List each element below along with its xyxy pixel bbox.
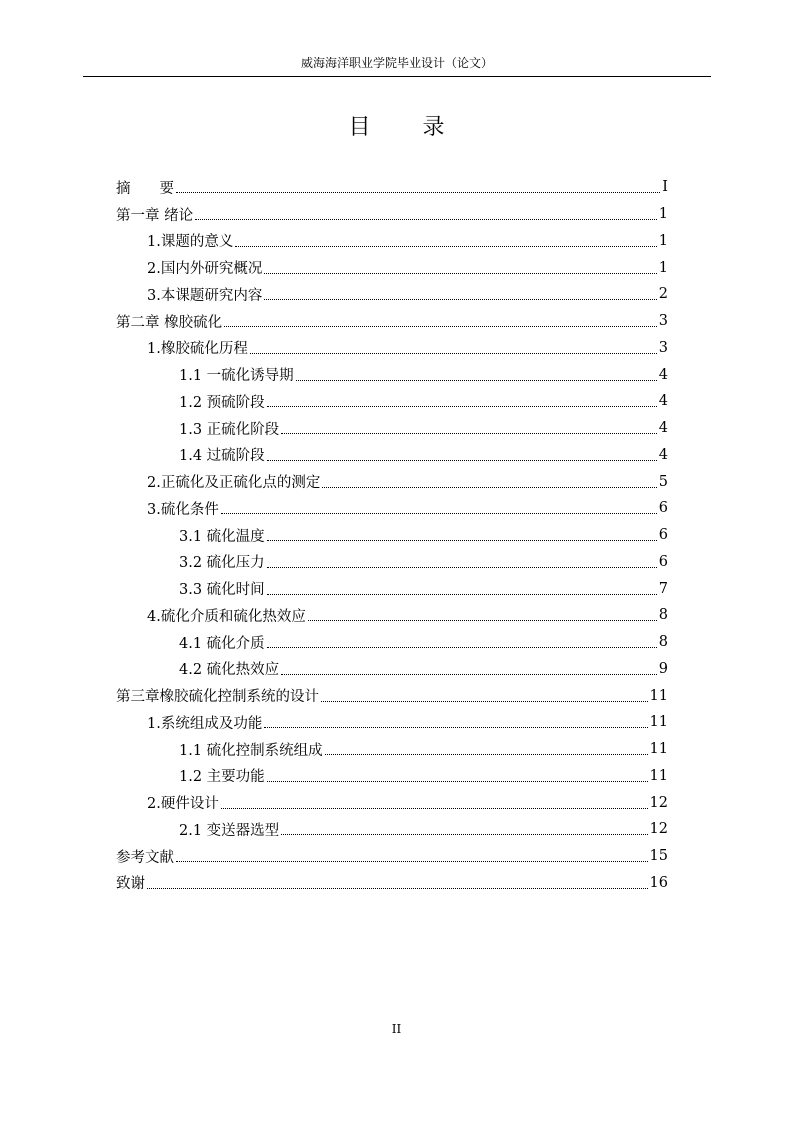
toc-entry-page: 9 — [658, 660, 668, 677]
toc-entry-label: 2.硬件设计 — [147, 796, 219, 813]
toc-entry[interactable] — [116, 361, 668, 388]
toc-entry-page: 7 — [658, 580, 668, 597]
toc-entry[interactable] — [116, 415, 668, 442]
page-header: 威海海洋职业学院毕业设计（论文） — [300, 56, 493, 70]
toc-entry-label: 1.1 硫化控制系统组成 — [179, 742, 323, 759]
toc-leader-dots — [267, 459, 657, 461]
toc-leader-dots — [281, 833, 647, 835]
toc-entry-label: 3.本课题研究内容 — [147, 287, 263, 304]
toc-entry[interactable] — [116, 736, 668, 763]
toc-leader-dots — [224, 325, 657, 327]
toc-title-char-2: 录 — [422, 115, 445, 140]
toc-entry-label: 致谢 — [116, 876, 145, 893]
toc-entry-label: 摘 要 — [116, 180, 174, 197]
toc-entry[interactable] — [116, 174, 668, 201]
toc-entry[interactable] — [116, 442, 668, 469]
toc-entry-page: 6 — [658, 553, 668, 570]
toc-entry-label: 2.正硫化及正硫化点的测定 — [147, 475, 321, 492]
toc-entry-page: 6 — [658, 500, 668, 517]
toc-entry-page: 11 — [649, 687, 668, 704]
toc-leader-dots — [176, 191, 660, 193]
toc-entry[interactable] — [116, 602, 668, 629]
toc-leader-dots — [267, 646, 657, 648]
toc-entry-page: 4 — [658, 446, 668, 463]
toc-entry[interactable] — [116, 522, 668, 549]
toc-entry-label: 1.课题的意义 — [147, 234, 234, 251]
toc-entry[interactable] — [116, 495, 668, 522]
toc-entry[interactable] — [116, 575, 668, 602]
toc-entry[interactable] — [116, 709, 668, 736]
toc-entry-label: 1.系统组成及功能 — [147, 715, 263, 732]
toc-leader-dots — [308, 619, 657, 621]
toc-leader-dots — [221, 512, 657, 514]
toc-entry-label: 第一章 绪论 — [116, 207, 194, 224]
toc-entry-page: 16 — [649, 874, 668, 891]
toc-entry-label: 1.1 一硫化诱导期 — [179, 368, 294, 385]
toc-leader-dots — [264, 726, 647, 728]
toc-entry-page: 8 — [658, 634, 668, 651]
toc-entry-label: 1.橡胶硫化历程 — [147, 341, 248, 358]
toc-entry[interactable] — [116, 763, 668, 790]
toc-leader-dots — [264, 298, 656, 300]
toc-entry-page: I — [662, 179, 668, 196]
toc-entry[interactable] — [116, 335, 668, 362]
toc-entry[interactable] — [116, 228, 668, 255]
toc-entry-label: 2.1 变送器选型 — [179, 822, 280, 839]
toc-leader-dots — [325, 753, 648, 755]
toc-leader-dots — [264, 272, 656, 274]
toc-entry-label: 第二章 橡胶硫化 — [116, 314, 223, 331]
toc-leader-dots — [281, 432, 657, 434]
toc-entry-page: 6 — [658, 527, 668, 544]
toc-entry[interactable] — [116, 308, 668, 335]
toc-entry-label: 3.2 硫化压力 — [179, 555, 265, 572]
toc-entry-label: 1.4 过硫阶段 — [179, 448, 265, 465]
header-rule — [83, 76, 711, 77]
toc-entry-page: 8 — [658, 607, 668, 624]
toc-entry-page: 1 — [658, 232, 668, 249]
toc-entry-label: 4.1 硫化介质 — [179, 635, 265, 652]
toc-entry-page: 1 — [658, 206, 668, 223]
toc-entry[interactable] — [116, 843, 668, 870]
toc-entry-page: 2 — [658, 286, 668, 303]
toc-entry[interactable] — [116, 870, 668, 897]
toc-leader-dots — [176, 860, 648, 862]
toc-entry-page: 11 — [649, 767, 668, 784]
toc-entry-label: 3.硫化条件 — [147, 501, 219, 518]
toc-entry-page: 12 — [649, 794, 668, 811]
toc-entry-page: 12 — [649, 821, 668, 838]
toc-entry[interactable] — [116, 549, 668, 576]
toc-leader-dots — [281, 673, 657, 675]
toc-entry-page: 11 — [649, 714, 668, 731]
toc-entry-label: 3.1 硫化温度 — [179, 528, 265, 545]
toc-entry-page: 1 — [658, 259, 668, 276]
toc-entry-label: 1.2 主要功能 — [179, 769, 265, 786]
toc-leader-dots — [267, 780, 648, 782]
toc-leader-dots — [296, 379, 657, 381]
toc-entry[interactable] — [116, 656, 668, 683]
toc-entry-page: 3 — [658, 313, 668, 330]
toc-entry-page: 11 — [649, 741, 668, 758]
page-number: II — [391, 1022, 402, 1036]
toc-leader-dots — [321, 700, 648, 702]
toc-entry-label: 参考文献 — [116, 849, 174, 866]
toc-entry[interactable] — [116, 254, 668, 281]
toc-title — [0, 114, 793, 142]
toc-leader-dots — [267, 539, 657, 541]
toc-entry-label: 3.3 硫化时间 — [179, 582, 265, 599]
toc-entry-label: 1.2 预硫阶段 — [179, 394, 265, 411]
toc-entry-page: 4 — [658, 393, 668, 410]
toc-entry[interactable] — [116, 816, 668, 843]
toc-leader-dots — [235, 245, 656, 247]
toc-entry[interactable] — [116, 388, 668, 415]
table-of-contents — [116, 174, 668, 896]
toc-leader-dots — [250, 352, 657, 354]
toc-entry[interactable] — [116, 629, 668, 656]
toc-entry[interactable] — [116, 789, 668, 816]
toc-entry-label: 4.2 硫化热效应 — [179, 662, 280, 679]
toc-entry-page: 3 — [658, 339, 668, 356]
toc-leader-dots — [221, 807, 648, 809]
toc-entry-label: 1.3 正硫化阶段 — [179, 421, 280, 438]
toc-entry-label: 4.硫化介质和硫化热效应 — [147, 608, 306, 625]
toc-entry-page: 5 — [658, 473, 668, 490]
toc-leader-dots — [147, 887, 648, 889]
toc-title-char-1: 目 — [348, 115, 371, 140]
toc-entry-page: 15 — [649, 848, 668, 865]
toc-entry-label: 2.国内外研究概况 — [147, 261, 263, 278]
toc-entry[interactable] — [116, 201, 668, 228]
toc-leader-dots — [267, 593, 657, 595]
toc-leader-dots — [267, 405, 657, 407]
toc-entry-label: 第三章橡胶硫化控制系统的设计 — [116, 689, 319, 706]
toc-entry-page: 4 — [658, 366, 668, 383]
toc-leader-dots — [322, 486, 656, 488]
toc-leader-dots — [267, 566, 657, 568]
toc-entry[interactable] — [116, 468, 668, 495]
toc-entry[interactable] — [116, 682, 668, 709]
toc-entry[interactable] — [116, 281, 668, 308]
toc-entry-page: 4 — [658, 420, 668, 437]
toc-leader-dots — [195, 218, 657, 220]
